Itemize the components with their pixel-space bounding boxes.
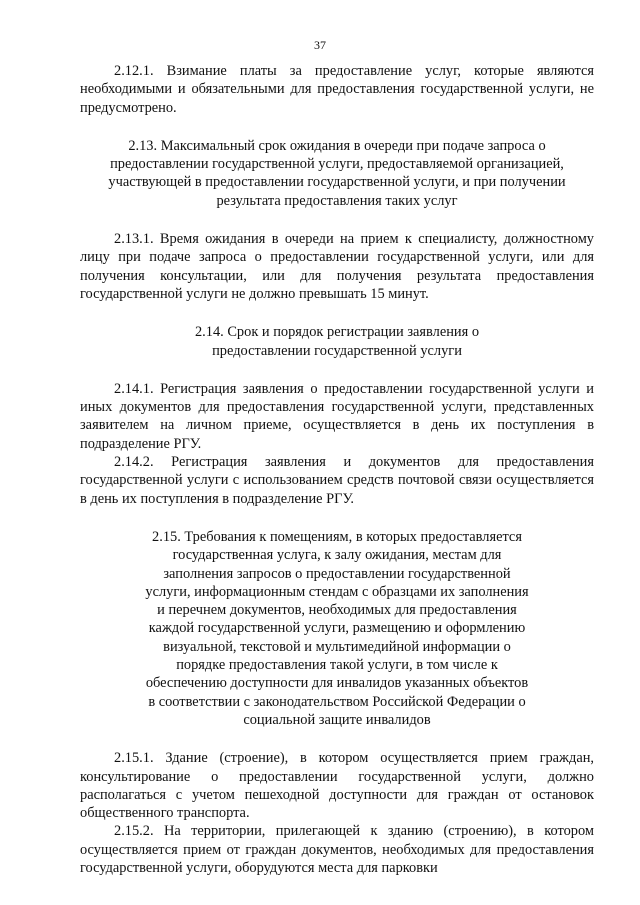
- section-heading-2-14: 2.14. Срок и порядок регистрации заявления о предоставлении государственной услуги: [194, 324, 480, 359]
- paragraph-2-12-1: 2.12.1. Взимание платы за предоставление услуг, которые являются необходимыми и обязательными для предоставления государственной услуги, не предусмотрено.: [80, 63, 594, 116]
- paragraph-2-14-1: 2.14.1. Регистрация заявления о предоставлении государственной услуги и иных документов для предоставления государственной услуги, представленных заявителем на личном приеме, осуществляется в день их поступления в подразделение РГУ.: [80, 380, 594, 452]
- section-heading-2-13: 2.13. Максимальный срок ожидания в очереди при подаче запроса о предоставлении государственной услуги, предоставляемой организацией, участвующей в предоставлении государственной услуги, и при получении результата предоставления таких услуг: [108, 137, 566, 209]
- document-body: [80, 62, 594, 877]
- page-number: 37: [314, 38, 326, 52]
- paragraph-2-13-1: 2.13.1. Время ожидания в очереди на прием к специалисту, должностному лицу при подаче запроса о предоставлении государственной услуги, или для получения консультации, или для получения результата предоставления государственной услуги не должно превышать 15 минут.: [80, 231, 594, 302]
- paragraph-2-14-2: 2.14.2. Регистрация заявления и документов для предоставления государственной услуги с использованием средств почтовой связи осуществляется в день их поступления в подразделение РГУ.: [80, 454, 594, 507]
- paragraph-2-15-1: 2.15.1. Здание (строение), в котором осуществляется прием граждан, консультирование о предоставлении государственной услуги, должно располагаться с учетом пешеходной доступности для граждан от остановок общественного транспорта.: [80, 750, 594, 822]
- section-heading-2-15: 2.15. Требования к помещениям, в которых предоставляется государственная услуга, к залу ожидания, местам для заполнения запросов о предоставлении государственной услуги, информационным стендам с образцами их заполнения и перечнем документов, необходимых для предоставления каждой государственной услуги, размещению и оформлению визуальной, текстовой и мультимедийной информации о порядке предоставления такой услуги, в том числе к обеспечению доступности для инвалидов указанных объектов в соответствии с законодательством Российской Федерации о социальной защите инвалидов: [145, 528, 529, 728]
- paragraph-2-15-2: 2.15.2. На территории, прилегающей к зданию (строению), в котором осуществляется прием от граждан документов, необходимых для предоставления государственной услуги, оборудуются места для парковки: [80, 823, 594, 876]
